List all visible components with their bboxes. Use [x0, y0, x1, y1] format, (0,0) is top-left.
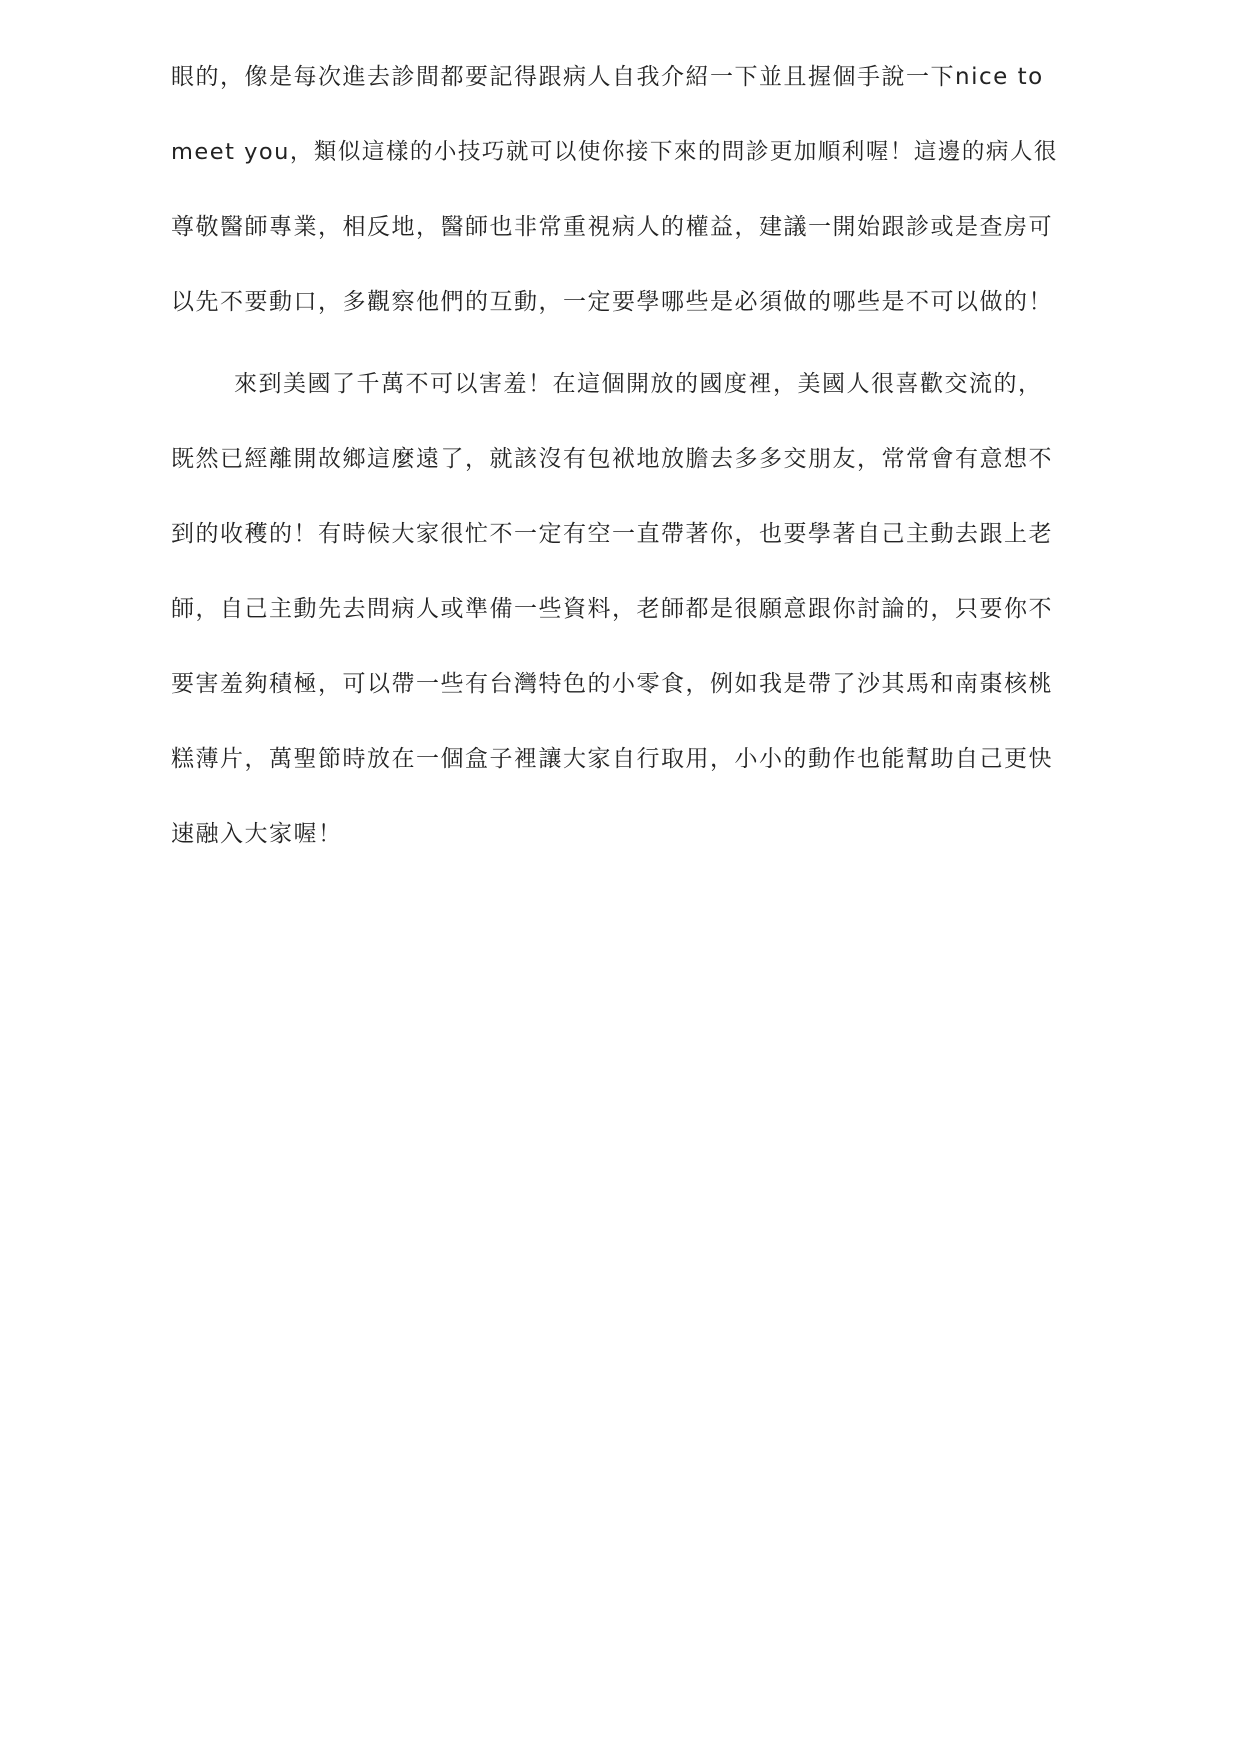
text-line: meet you，類似這樣的小技巧就可以使你接下來的問診更加順利喔！這邊的病人很 — [171, 139, 1058, 165]
text-line: 眼的，像是每次進去診間都要記得跟病人自我介紹一下並且握個手說一下nice to — [171, 64, 1044, 90]
text-line: 速融入大家喔！ — [171, 821, 343, 847]
text-line: 師，自己主動先去問病人或準備一些資料，老師都是很願意跟你討論的，只要你不 — [171, 596, 1053, 622]
text-line: 到的收穫的！有時候大家很忙不一定有空一直帶著你，也要學著自己主動去跟上老 — [171, 521, 1053, 547]
text-line: 來到美國了千萬不可以害羞！在這個開放的國度裡，美國人很喜歡交流的， — [234, 371, 1043, 397]
text-line: 糕薄片，萬聖節時放在一個盒子裡讓大家自行取用，小小的動作也能幫助自己更快 — [171, 746, 1053, 772]
text-line: 既然已經離開故鄉這麼遠了，就該沒有包袱地放膽去多多交朋友，常常會有意想不 — [171, 446, 1053, 472]
text-line: 要害羞夠積極，可以帶一些有台灣特色的小零食，例如我是帶了沙其馬和南棗核桃 — [171, 671, 1053, 697]
text-line: 尊敬醫師專業，相反地，醫師也非常重視病人的權益，建議一開始跟診或是查房可 — [171, 214, 1053, 240]
text-line: 以先不要動口，多觀察他們的互動，一定要學哪些是必須做的哪些是不可以做的！ — [171, 289, 1053, 315]
